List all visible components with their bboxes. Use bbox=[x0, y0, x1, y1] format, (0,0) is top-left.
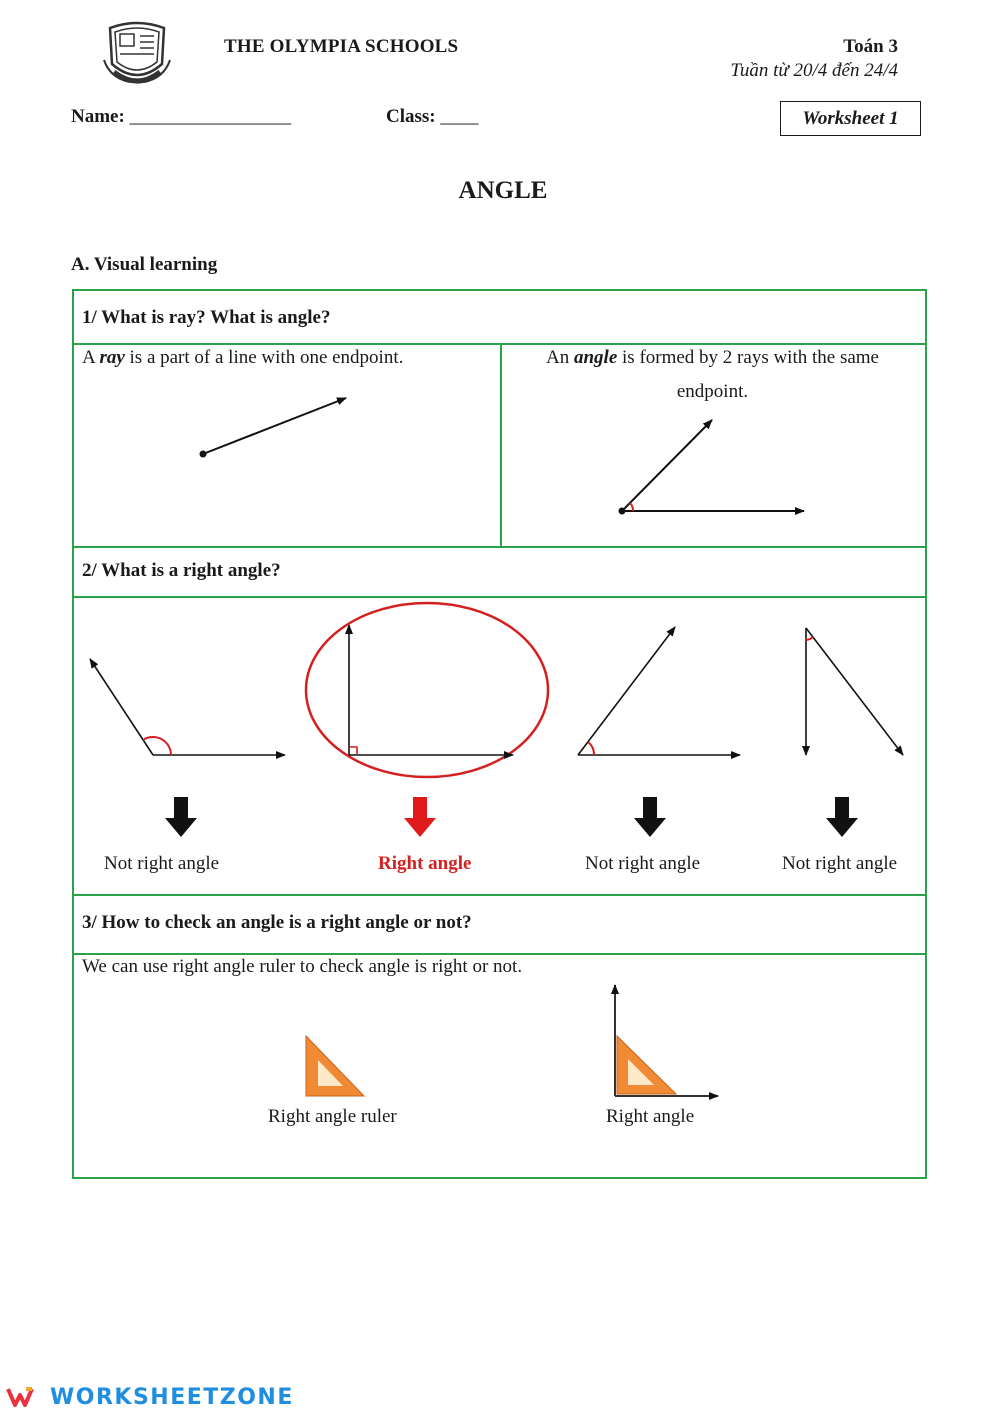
subject-label: Toán 3 bbox=[843, 36, 898, 57]
worksheet-badge: Worksheet 1 bbox=[780, 101, 921, 136]
name-label: Name: bbox=[71, 106, 125, 127]
right-angle-figure bbox=[306, 603, 548, 777]
page-title: ANGLE bbox=[458, 177, 548, 204]
right-angle-check-figure bbox=[615, 985, 718, 1096]
down-arrow-icon bbox=[165, 797, 197, 837]
right-angle-caption: Right angle bbox=[606, 1106, 695, 1127]
worksheetzone-logo-icon bbox=[6, 1386, 40, 1408]
angle-figure bbox=[619, 420, 805, 515]
not-right-angle-label: Not right angle bbox=[585, 853, 701, 874]
q3-text: We can use right angle ruler to check angle is right or not. bbox=[82, 956, 523, 977]
q3-heading: 3/ How to check an angle is a right angle or not? bbox=[82, 912, 472, 933]
class-label: Class: bbox=[386, 106, 436, 127]
down-arrow-icon bbox=[826, 797, 858, 837]
ray-figure bbox=[200, 398, 347, 458]
down-arrow-icon bbox=[404, 797, 436, 837]
angle-definition-line2: endpoint. bbox=[676, 381, 749, 402]
obtuse-angle-figure bbox=[90, 659, 285, 755]
worksheetzone-brand[interactable] bbox=[6, 1384, 294, 1410]
angle-definition: An angle is formed by 2 rays with the same bbox=[546, 347, 879, 368]
narrow-angle-figure bbox=[806, 628, 903, 755]
section-a-heading: A. Visual learning bbox=[71, 254, 218, 275]
right-angle-ruler-figure bbox=[306, 1036, 364, 1096]
acute-angle-figure bbox=[578, 627, 740, 755]
not-right-angle-label: Not right angle bbox=[104, 853, 220, 874]
brand-name: WORKSHEETZONE bbox=[50, 1384, 294, 1410]
q1-heading: 1/ What is ray? What is angle? bbox=[82, 307, 331, 328]
school-name: THE OLYMPIA SCHOOLS bbox=[224, 36, 459, 57]
ruler-label: Right angle ruler bbox=[268, 1106, 397, 1127]
name-blank: _________________ bbox=[129, 106, 292, 127]
not-right-angle-label: Not right angle bbox=[782, 853, 898, 874]
week-label: Tuần từ 20/4 đến 24/4 bbox=[730, 60, 898, 81]
right-angle-label: Right angle bbox=[378, 853, 472, 874]
down-arrow-icon bbox=[634, 797, 666, 837]
class-blank: ____ bbox=[440, 106, 479, 127]
ray-definition: A ray is a part of a line with one endpoint. bbox=[82, 347, 404, 368]
q2-heading: 2/ What is a right angle? bbox=[82, 560, 281, 581]
